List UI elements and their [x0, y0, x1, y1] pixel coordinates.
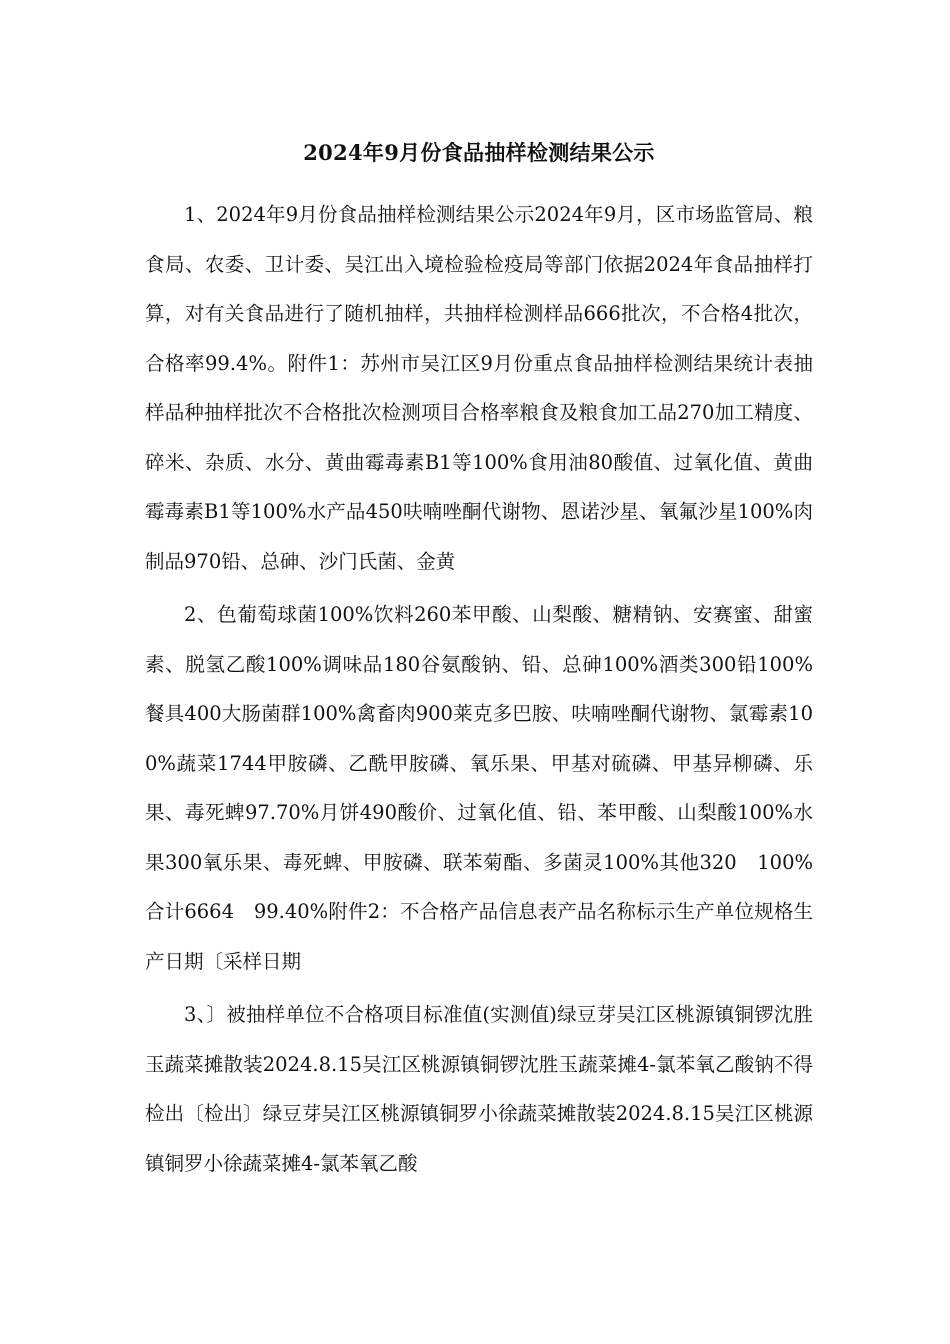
paragraph-3: 3、〕被抽样单位不合格项目标准值(实测值)绿豆芽吴江区桃源镇铜锣沈胜玉蔬菜摊散装2024.8.15吴江区桃源镇铜锣沈胜玉蔬菜摊4-氯苯氧乙酸钠不得检出〔检出〕绿豆芽吴江区桃源镇铜罗小徐蔬菜摊散装2024.8.15吴江区桃源镇铜罗小徐蔬菜摊4-氯苯氧乙酸	[145, 1003, 813, 1175]
document-title: 2024年9月份食品抽样检测结果公示	[303, 140, 655, 165]
paragraph-2: 2、色葡萄球菌100%饮料260苯甲酸、山梨酸、糖精钠、安赛蜜、甜蜜素、脱氢乙酸100%调味品180谷氨酸钠、铅、总砷100%酒类300铅100%餐具400大肠菌群100%禽畜肉900莱克多巴胺、呋喃唑酮代谢物、氯霉素100%蔬菜1744甲胺磷、乙酰甲胺磷、氧乐果、甲基对硫磷、甲基异柳磷、乐果、毒死蜱97.70%月饼490酸价、过氧化值、铅、苯甲酸、山梨酸100%水果300氧乐果、毒死蜱、甲胺磷、联苯菊酯、多菌灵100%其他320 100%合计6664 99.40%附件2：不合格产品信息表产品名称标示生产单位规格生产日期〔采样日期	[145, 603, 813, 973]
paragraph-1: 1、2024年9月份食品抽样检测结果公示2024年9月，区市场监管局、粮食局、农委、卫计委、吴江出入境检验检疫局等部门依据2024年食品抽样打算，对有关食品进行了随机抽样，共抽样检测样品666批次，不合格4批次，合格率99.4%。附件1：苏州市吴江区9月份重点食品抽样检测结果统计表抽样品种抽样批次不合格批次检测项目合格率粮食及粮食加工品270加工精度、碎米、杂质、水分、黄曲霉毒素B1等100%食用油80酸值、过氧化值、黄曲霉毒素B1等100%水产品450呋喃唑酮代谢物、恩诺沙星、氧氟沙星100%肉制品970铅、总砷、沙门氏菌、金黄	[145, 203, 813, 573]
